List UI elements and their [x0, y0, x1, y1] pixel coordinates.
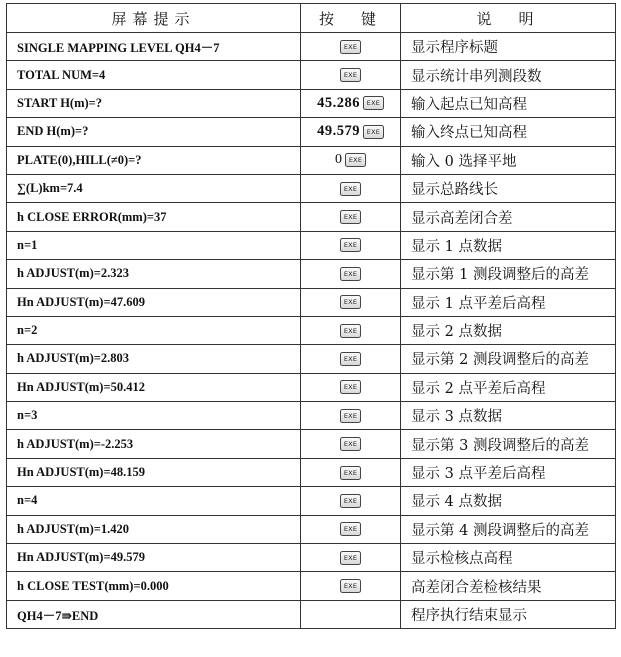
header-description: 说 明	[401, 4, 616, 33]
screen-prompt-cell: h CLOSE ERROR(mm)=37	[7, 203, 301, 231]
table-row	[7, 33, 616, 61]
key-cell	[301, 33, 401, 61]
key-cell	[301, 61, 401, 89]
screen-prompt-cell: n=3	[7, 402, 301, 430]
table-row	[7, 260, 616, 288]
description-cell: 显示 1 点数据	[401, 231, 616, 259]
screen-prompt-cell: PLATE(0),HILL(≠0)=?	[7, 146, 301, 174]
description-cell: 显示 4 点数据	[401, 487, 616, 515]
description-cell: 显示 3 点数据	[401, 402, 616, 430]
screen-prompt-cell: ∑(L)km=7.4	[7, 174, 301, 202]
key-cell	[301, 288, 401, 316]
screen-prompt-cell: Hn ADJUST(m)=48.159	[7, 458, 301, 486]
table-row	[7, 458, 616, 486]
description-cell: 显示程序标题	[401, 33, 616, 61]
description-cell: 显示第 3 测段调整后的高差	[401, 430, 616, 458]
key-cell	[301, 373, 401, 401]
exe-key-icon: EXE	[345, 153, 366, 167]
key-cell	[301, 430, 401, 458]
description-cell: 显示总路线长	[401, 174, 616, 202]
table-row	[7, 515, 616, 543]
description-cell: 显示 2 点平差后高程	[401, 373, 616, 401]
key-cell	[301, 231, 401, 259]
key-cell	[301, 487, 401, 515]
exe-key-icon: EXE	[340, 466, 361, 480]
table-row	[7, 89, 616, 117]
description-cell: 显示 1 点平差后高程	[401, 288, 616, 316]
screen-prompt-cell: END H(m)=?	[7, 118, 301, 146]
screen-prompt-cell: n=1	[7, 231, 301, 259]
key-cell	[301, 146, 401, 174]
key-cell	[301, 544, 401, 572]
screen-prompt-cell: n=2	[7, 316, 301, 344]
table-header-row	[7, 4, 616, 33]
description-cell: 程序执行结束显示	[401, 600, 616, 628]
table-row	[7, 572, 616, 600]
exe-key-icon: EXE	[340, 494, 361, 508]
description-cell: 显示 3 点平差后高程	[401, 458, 616, 486]
description-cell: 显示第 2 测段调整后的高差	[401, 345, 616, 373]
key-cell	[301, 458, 401, 486]
exe-key-icon: EXE	[363, 125, 384, 139]
screen-prompt-cell: START H(m)=?	[7, 89, 301, 117]
exe-key-icon: EXE	[340, 522, 361, 536]
key-cell	[301, 174, 401, 202]
key-input-value: 49.579	[317, 123, 360, 140]
description-cell: 输入 0 选择平地	[401, 146, 616, 174]
screen-prompt-cell: QH4－7⇛END	[7, 600, 301, 628]
description-cell: 显示检核点高程	[401, 544, 616, 572]
screen-prompt-cell: h CLOSE TEST(mm)=0.000	[7, 572, 301, 600]
table-row	[7, 345, 616, 373]
header-screen-prompt: 屏幕提示	[7, 4, 301, 33]
screen-prompt-cell: h ADJUST(m)=2.803	[7, 345, 301, 373]
table-row	[7, 316, 616, 344]
screen-prompt-cell: h ADJUST(m)=1.420	[7, 515, 301, 543]
description-cell: 显示第 1 测段调整后的高差	[401, 260, 616, 288]
description-cell: 显示 2 点数据	[401, 316, 616, 344]
key-cell	[301, 515, 401, 543]
table-row	[7, 402, 616, 430]
exe-key-icon: EXE	[340, 238, 361, 252]
key-cell	[301, 316, 401, 344]
table-row	[7, 288, 616, 316]
table-row	[7, 118, 616, 146]
exe-key-icon: EXE	[340, 380, 361, 394]
description-cell: 输入终点已知高程	[401, 118, 616, 146]
key-input-value: 0	[335, 152, 342, 168]
screen-prompt-cell: SINGLE MAPPING LEVEL QH4－7	[7, 33, 301, 61]
screen-prompt-cell: Hn ADJUST(m)=47.609	[7, 288, 301, 316]
screen-prompt-cell: Hn ADJUST(m)=49.579	[7, 544, 301, 572]
exe-key-icon: EXE	[340, 68, 361, 82]
key-cell	[301, 345, 401, 373]
screen-prompt-cell: h ADJUST(m)=2.323	[7, 260, 301, 288]
table-row	[7, 430, 616, 458]
key-cell	[301, 572, 401, 600]
header-key: 按 键	[301, 4, 401, 33]
exe-key-icon: EXE	[340, 409, 361, 423]
description-cell: 输入起点已知高程	[401, 89, 616, 117]
description-cell: 高差闭合差检核结果	[401, 572, 616, 600]
exe-key-icon: EXE	[340, 210, 361, 224]
screen-prompt-cell: Hn ADJUST(m)=50.412	[7, 373, 301, 401]
exe-key-icon: EXE	[340, 437, 361, 451]
table-row	[7, 487, 616, 515]
key-cell	[301, 118, 401, 146]
key-input-value: 45.286	[317, 94, 360, 111]
program-display-table	[6, 3, 616, 629]
program-table-wrapper	[6, 3, 616, 629]
table-row	[7, 544, 616, 572]
description-cell: 显示第 4 测段调整后的高差	[401, 515, 616, 543]
key-cell	[301, 402, 401, 430]
table-row	[7, 231, 616, 259]
screen-prompt-cell: TOTAL NUM=4	[7, 61, 301, 89]
table-row	[7, 203, 616, 231]
exe-key-icon: EXE	[340, 579, 361, 593]
table-row	[7, 146, 616, 174]
exe-key-icon: EXE	[340, 267, 361, 281]
screen-prompt-cell: h ADJUST(m)=-2.253	[7, 430, 301, 458]
key-cell	[301, 260, 401, 288]
exe-key-icon: EXE	[363, 96, 384, 110]
table-body	[7, 33, 616, 629]
exe-key-icon: EXE	[340, 324, 361, 338]
description-cell: 显示统计串列测段数	[401, 61, 616, 89]
exe-key-icon: EXE	[340, 352, 361, 366]
table-row	[7, 373, 616, 401]
exe-key-icon: EXE	[340, 40, 361, 54]
table-row	[7, 174, 616, 202]
table-row	[7, 600, 616, 628]
exe-key-icon: EXE	[340, 295, 361, 309]
exe-key-icon: EXE	[340, 551, 361, 565]
table-row	[7, 61, 616, 89]
key-cell	[301, 203, 401, 231]
description-cell: 显示高差闭合差	[401, 203, 616, 231]
exe-key-icon: EXE	[340, 182, 361, 196]
key-cell	[301, 89, 401, 117]
key-cell	[301, 600, 401, 628]
screen-prompt-cell: n=4	[7, 487, 301, 515]
